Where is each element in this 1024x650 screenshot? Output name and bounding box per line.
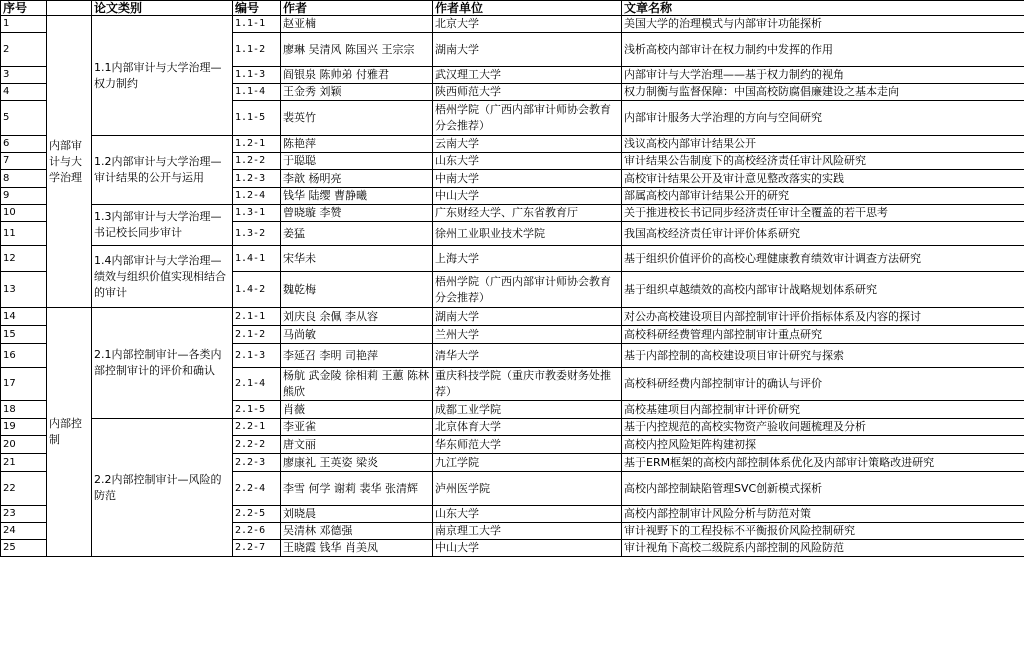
- code-cell: 1.3-2: [233, 222, 281, 246]
- unit-cell: 重庆科技学院（重庆市教委财务处推荐）: [433, 368, 622, 401]
- seq-cell: 24: [1, 523, 47, 540]
- authors-cell: 王晓霞 钱华 肖美凤: [281, 540, 433, 557]
- seq-cell: 9: [1, 188, 47, 205]
- title-cell: 部属高校内部审计结果公开的研究: [622, 188, 1024, 205]
- seq-cell: 13: [1, 272, 47, 308]
- unit-cell: 武汉理工大学: [433, 67, 622, 84]
- unit-cell: 湖南大学: [433, 308, 622, 326]
- unit-cell: 徐州工业职业技术学院: [433, 222, 622, 246]
- code-cell: 2.2-3: [233, 454, 281, 472]
- unit-cell: 山东大学: [433, 506, 622, 523]
- seq-cell: 2: [1, 33, 47, 67]
- header-code: 编号: [233, 1, 281, 16]
- title-cell: 基于组织价值评价的高校心理健康教育绩效审计调查方法研究: [622, 246, 1024, 272]
- title-cell: 高校内部控制审计风险分析与防范对策: [622, 506, 1024, 523]
- code-cell: 1.1-1: [233, 16, 281, 33]
- section-cell: 内部控制: [47, 308, 92, 557]
- unit-cell: 梧州学院（广西内部审计师协会教育分会推荐）: [433, 101, 622, 136]
- title-cell: 高校科研经费内部控制审计的确认与评价: [622, 368, 1024, 401]
- seq-cell: 4: [1, 84, 47, 101]
- unit-cell: 中南大学: [433, 170, 622, 188]
- authors-cell: 马尚敏: [281, 326, 433, 344]
- code-cell: 2.1-2: [233, 326, 281, 344]
- table-body: [1, 16, 1024, 557]
- seq-cell: 12: [1, 246, 47, 272]
- title-cell: 基于ERM框架的高校内部控制体系优化及内部审计策略改进研究: [622, 454, 1024, 472]
- unit-cell: 成都工业学院: [433, 401, 622, 419]
- seq-cell: 3: [1, 67, 47, 84]
- title-cell: 浅析高校内部审计在权力制约中发挥的作用: [622, 33, 1024, 67]
- seq-cell: 8: [1, 170, 47, 188]
- authors-cell: 王金秀 刘颖: [281, 84, 433, 101]
- code-cell: 1.1-5: [233, 101, 281, 136]
- code-cell: 2.1-1: [233, 308, 281, 326]
- unit-cell: 南京理工大学: [433, 523, 622, 540]
- title-cell: 对公办高校建设项目内部控制审计评价指标体系及内容的探讨: [622, 308, 1024, 326]
- unit-cell: 九江学院: [433, 454, 622, 472]
- code-cell: 2.1-4: [233, 368, 281, 401]
- seq-cell: 17: [1, 368, 47, 401]
- authors-cell: 廖康礼 王英姿 梁炎: [281, 454, 433, 472]
- code-cell: 2.2-6: [233, 523, 281, 540]
- seq-cell: 11: [1, 222, 47, 246]
- unit-cell: 山东大学: [433, 153, 622, 170]
- seq-cell: 16: [1, 344, 47, 368]
- header-title: 文章名称: [622, 1, 1024, 16]
- authors-cell: 于聪聪: [281, 153, 433, 170]
- authors-cell: 吴清林 邓德强: [281, 523, 433, 540]
- seq-cell: 21: [1, 454, 47, 472]
- title-cell: 基于组织卓越绩效的高校内部审计战略规划体系研究: [622, 272, 1024, 308]
- code-cell: 2.1-5: [233, 401, 281, 419]
- title-cell: 高校审计结果公开及审计意见整改落实的实践: [622, 170, 1024, 188]
- header-unit: 作者单位: [433, 1, 622, 16]
- unit-cell: 云南大学: [433, 136, 622, 153]
- authors-cell: 阎银泉 陈帅弟 付雅君: [281, 67, 433, 84]
- table-row: [1, 246, 1024, 272]
- seq-cell: 15: [1, 326, 47, 344]
- unit-cell: 兰州大学: [433, 326, 622, 344]
- seq-cell: 20: [1, 436, 47, 454]
- code-cell: 1.2-3: [233, 170, 281, 188]
- seq-cell: 6: [1, 136, 47, 153]
- table-row: [1, 308, 1024, 326]
- authors-cell: 李歆 杨明亮: [281, 170, 433, 188]
- header-authors: 作者: [281, 1, 433, 16]
- code-cell: 2.1-3: [233, 344, 281, 368]
- code-cell: 1.3-1: [233, 205, 281, 222]
- section-cell: 内部审计与大学治理: [47, 16, 92, 308]
- unit-cell: 梧州学院（广西内部审计师协会教育分会推荐）: [433, 272, 622, 308]
- title-cell: 审计结果公告制度下的高校经济责任审计风险研究: [622, 153, 1024, 170]
- code-cell: 1.2-4: [233, 188, 281, 205]
- title-cell: 审计视野下的工程投标不平衡报价风险控制研究: [622, 523, 1024, 540]
- title-cell: 高校内控风险矩阵构建初探: [622, 436, 1024, 454]
- authors-cell: 钱华 陆缨 曹静曦: [281, 188, 433, 205]
- title-cell: 浅议高校内部审计结果公开: [622, 136, 1024, 153]
- title-cell: 美国大学的治理模式与内部审计功能探析: [622, 16, 1024, 33]
- header-seq: 序号: [1, 1, 47, 16]
- unit-cell: 泸州医学院: [433, 472, 622, 506]
- unit-cell: 华东师范大学: [433, 436, 622, 454]
- unit-cell: 北京大学: [433, 16, 622, 33]
- authors-cell: 曾晓璇 李赞: [281, 205, 433, 222]
- title-cell: 内部审计与大学治理——基于权力制约的视角: [622, 67, 1024, 84]
- code-cell: 2.2-5: [233, 506, 281, 523]
- authors-cell: 唐文丽: [281, 436, 433, 454]
- authors-cell: 魏乾梅: [281, 272, 433, 308]
- authors-cell: 肖薇: [281, 401, 433, 419]
- category-cell: 1.3内部审计与大学治理—书记校长同步审计: [92, 205, 233, 246]
- unit-cell: 中山大学: [433, 540, 622, 557]
- seq-cell: 22: [1, 472, 47, 506]
- code-cell: 2.2-7: [233, 540, 281, 557]
- title-cell: 内部审计服务大学治理的方向与空间研究: [622, 101, 1024, 136]
- header-section: [47, 1, 92, 16]
- seq-cell: 19: [1, 419, 47, 436]
- title-cell: 基于内控规范的高校实物资产验收问题梳理及分析: [622, 419, 1024, 436]
- seq-cell: 25: [1, 540, 47, 557]
- code-cell: 1.4-2: [233, 272, 281, 308]
- code-cell: 2.2-4: [233, 472, 281, 506]
- authors-cell: 李亚雀: [281, 419, 433, 436]
- seq-cell: 10: [1, 205, 47, 222]
- seq-cell: 1: [1, 16, 47, 33]
- authors-cell: 赵亚楠: [281, 16, 433, 33]
- seq-cell: 23: [1, 506, 47, 523]
- title-cell: 审计视角下高校二级院系内部控制的风险防范: [622, 540, 1024, 557]
- authors-cell: 姜猛: [281, 222, 433, 246]
- category-cell: 1.2内部审计与大学治理—审计结果的公开与运用: [92, 136, 233, 205]
- unit-cell: 北京体育大学: [433, 419, 622, 436]
- code-cell: 1.1-2: [233, 33, 281, 67]
- title-cell: 关于推进校长书记同步经济责任审计全覆盖的若干思考: [622, 205, 1024, 222]
- code-cell: 1.2-1: [233, 136, 281, 153]
- authors-cell: 陈艳萍: [281, 136, 433, 153]
- authors-cell: 李雪 何学 谢莉 裴华 张清辉: [281, 472, 433, 506]
- code-cell: 1.4-1: [233, 246, 281, 272]
- header-category: 论文类别: [92, 1, 233, 16]
- authors-cell: 杨航 武金陵 徐相莉 王蕙 陈林 熊欣: [281, 368, 433, 401]
- table-row: [1, 205, 1024, 222]
- seq-cell: 14: [1, 308, 47, 326]
- unit-cell: 清华大学: [433, 344, 622, 368]
- header-row: [1, 1, 1024, 16]
- authors-cell: 刘庆良 余佩 李从容: [281, 308, 433, 326]
- authors-cell: 李延召 李明 司艳萍: [281, 344, 433, 368]
- code-cell: 1.1-3: [233, 67, 281, 84]
- category-cell: 1.1内部审计与大学治理—权力制约: [92, 16, 233, 136]
- category-cell: 2.1内部控制审计—各类内部控制审计的评价和确认: [92, 308, 233, 419]
- unit-cell: 广东财经大学、广东省教育厅: [433, 205, 622, 222]
- authors-cell: 裴英竹: [281, 101, 433, 136]
- category-cell: 1.4内部审计与大学治理—绩效与组织价值实现相结合的审计: [92, 246, 233, 308]
- title-cell: 高校内部控制缺陷管理SVC创新模式探析: [622, 472, 1024, 506]
- table-row: [1, 16, 1024, 33]
- code-cell: 2.2-1: [233, 419, 281, 436]
- code-cell: 1.1-4: [233, 84, 281, 101]
- title-cell: 基于内部控制的高校建设项目审计研究与探索: [622, 344, 1024, 368]
- title-cell: 权力制衡与监督保障：中国高校防腐倡廉建设之基本走向: [622, 84, 1024, 101]
- table-row: [1, 136, 1024, 153]
- authors-cell: 廖琳 吴清风 陈国兴 王宗宗: [281, 33, 433, 67]
- authors-cell: 宋华未: [281, 246, 433, 272]
- unit-cell: 中山大学: [433, 188, 622, 205]
- unit-cell: 陕西师范大学: [433, 84, 622, 101]
- seq-cell: 18: [1, 401, 47, 419]
- title-cell: 高校基建项目内部控制审计评价研究: [622, 401, 1024, 419]
- authors-cell: 刘晓晨: [281, 506, 433, 523]
- title-cell: 我国高校经济责任审计评价体系研究: [622, 222, 1024, 246]
- unit-cell: 湖南大学: [433, 33, 622, 67]
- code-cell: 1.2-2: [233, 153, 281, 170]
- seq-cell: 5: [1, 101, 47, 136]
- category-cell: 2.2内部控制审计—风险的防范: [92, 419, 233, 557]
- code-cell: 2.2-2: [233, 436, 281, 454]
- title-cell: 高校科研经费管理内部控制审计重点研究: [622, 326, 1024, 344]
- seq-cell: 7: [1, 153, 47, 170]
- unit-cell: 上海大学: [433, 246, 622, 272]
- table-row: [1, 419, 1024, 436]
